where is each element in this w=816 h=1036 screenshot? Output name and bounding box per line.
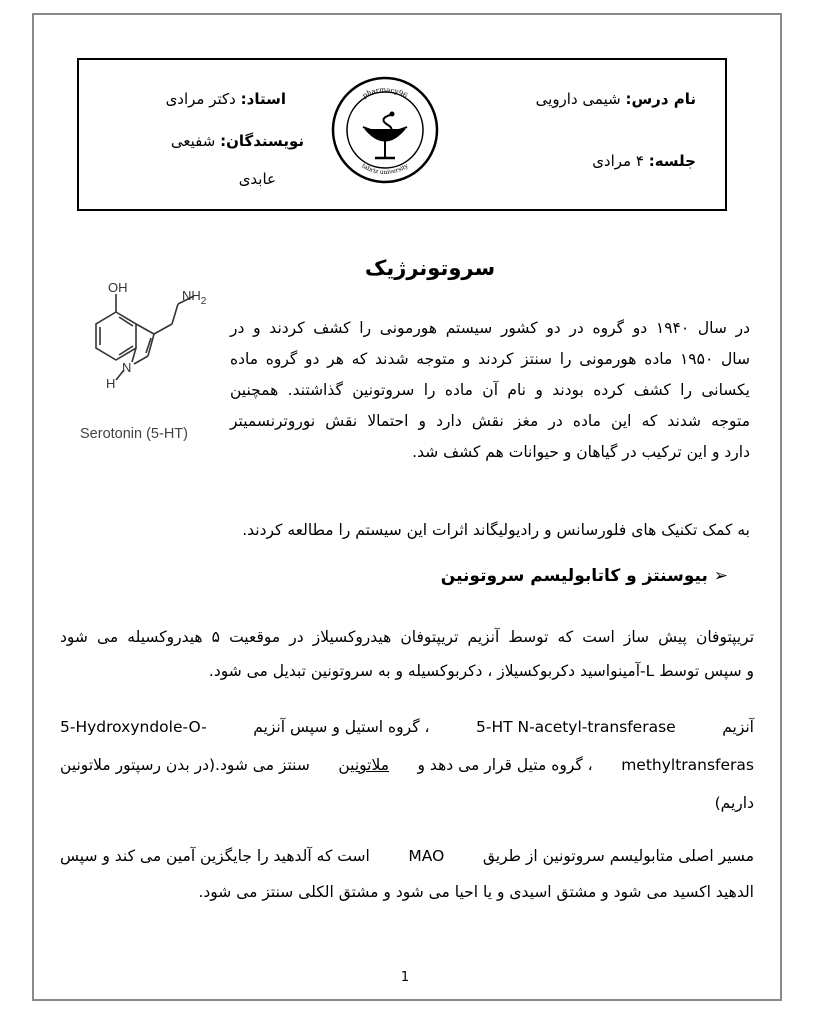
molecule-caption: Serotonin (5-HT): [80, 426, 188, 442]
writers-value-1: شفیعی: [170, 132, 216, 150]
session-label: جلسه:: [648, 152, 696, 170]
intro-line-1: در سال ۱۹۴۰ دو گروه در دو کشور سیستم هورمونی را کشف کردند و در: [230, 319, 750, 337]
page-title: سروتونرژیک: [364, 256, 496, 280]
p1-line-2: و سپس توسط L-آمینواسید دکربوکسیلاز ، دکربوکسیله و به سروتونین تبدیل می شود.: [208, 662, 754, 680]
intro-line-2: سال ۱۹۵۰ ماده هورمونی را سنتز کردند و متوجه شدند که هر دو گروه ماده: [230, 350, 750, 368]
course-line: [536, 90, 696, 108]
intro-line-5: دارد و این ترکیب در گیاهان و حیوانات هم کشف شد.: [412, 443, 750, 461]
writers-value-2: عابدی: [238, 170, 276, 188]
p3-mao: MAO: [408, 847, 445, 865]
p2-text-3: ، گروه متیل قرار می دهد و: [417, 756, 593, 774]
metabolism-paragraph: [60, 838, 754, 910]
writers-line-2: [239, 170, 276, 188]
page-number: 1: [400, 970, 410, 985]
session-value: ۴ مرادی: [592, 152, 644, 170]
intro-line-6: به کمک تکنیک های فلورسانس و رادیولیگاند اثرات این سیستم را مطالعه کردند.: [242, 521, 750, 539]
p3-line-2: الدهید اکسید می شود و مشتق اسیدی و یا احیا می شود و مشتق الکلی سنتز می شود.: [198, 883, 754, 901]
p2-enzyme-2a: 5-Hydroxyndole-O-: [60, 718, 207, 736]
course-value: شیمی دارویی: [535, 90, 621, 108]
section-title: بیوسنتز و کاتابولیسم سروتونین: [440, 566, 708, 586]
p1-line-1: تریپتوفان پیش ساز است که توسط آنزیم تریپتوفان هیدروکسیلاز در موقعیت ۵ هیدروکسیله می شود: [60, 628, 755, 646]
teacher-line: [166, 90, 286, 108]
serotonin-structure: [78, 280, 228, 450]
p3-text-2: است که آلدهید را جایگزین آمین می کند و سپس: [60, 847, 370, 865]
p2-text-2: ، گروه استیل و سپس آنزیم: [253, 718, 430, 736]
section-heading: [328, 566, 728, 586]
h-label: H: [106, 376, 116, 391]
p3-line-1: [60, 838, 754, 874]
course-label: نام درس:: [625, 90, 696, 108]
logo-text-bottom: tabriz university: [360, 162, 410, 177]
p2-text-4: سنتز می شود.(در بدن رسپتور ملاتونین: [60, 756, 310, 774]
p2-enzyme-1: 5-HT N-acetyl-transferase: [475, 718, 676, 736]
intro-line-3: یکسانی را کشف کرده بودند و نام آن ماده را سروتونین گذاشتند. همچنین: [230, 381, 750, 399]
session-line: [592, 152, 696, 170]
bullet-arrow-icon: ➢: [713, 566, 728, 586]
biosynthesis-paragraph: [60, 620, 754, 688]
writers-line: [171, 132, 304, 150]
logo-text-top: pharmacy96: [361, 85, 409, 100]
oh-label: OH: [108, 280, 128, 295]
p2-line-1: [60, 708, 754, 746]
p2-line-2: [60, 746, 754, 784]
teacher-label: استاد:: [240, 90, 286, 108]
writers-label: نویسندگان:: [220, 132, 304, 150]
p2-text-1: آنزیم: [722, 718, 754, 736]
p2-enzyme-2b: methyltransferas: [621, 756, 754, 774]
p2-line-3: داریم): [714, 794, 754, 812]
intro-paragraph: [230, 313, 750, 468]
p3-text-1: مسیر اصلی متابولیسم سروتونین از طریق: [482, 847, 754, 865]
melatonin-link: ملاتونین: [338, 756, 390, 774]
nh2-label: $NH_2$: [182, 288, 207, 307]
teacher-value: دکتر مرادی: [165, 90, 236, 108]
pharmacy-logo: [330, 75, 440, 185]
n-label: N: [122, 360, 132, 375]
melatonin-paragraph: [60, 708, 754, 822]
intro-line-4: متوجه شدند که این ماده در مغز نقش دارد و احتمالا نقش نوروترنسمیتر: [230, 412, 750, 430]
